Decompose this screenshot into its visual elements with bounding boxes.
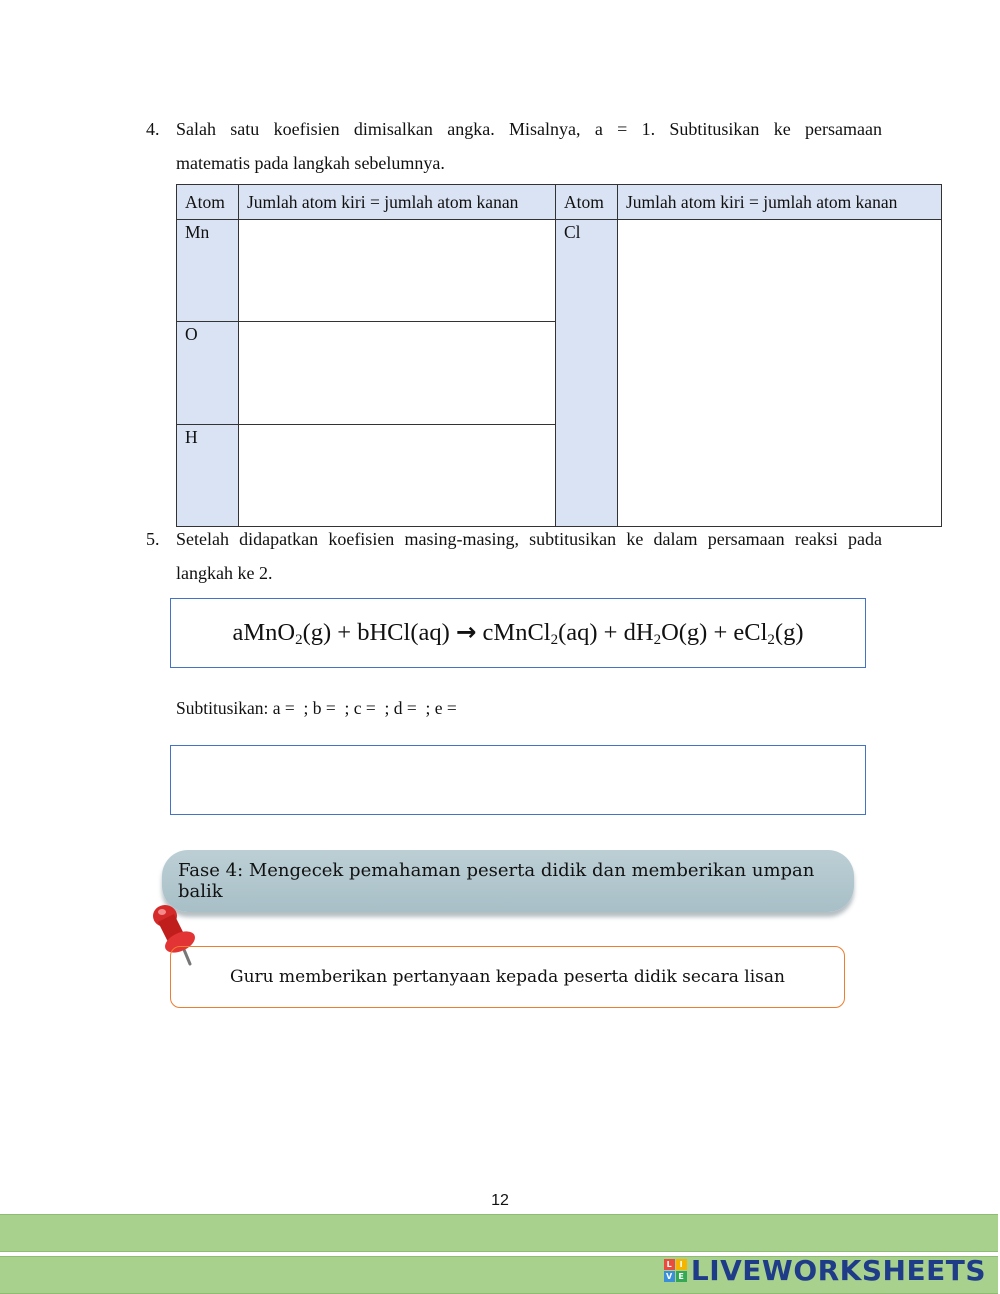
- header-balance-left: Jumlah atom kiri = jumlah atom kanan: [239, 185, 556, 220]
- cl-balance-cell[interactable]: [618, 220, 942, 527]
- step-5-number: 5.: [146, 529, 160, 549]
- atom-cl-cell: Cl: [556, 220, 618, 527]
- reaction-equation: aMnO$_2$(g) + bHCl(aq) → cMnCl$_2$(aq) + $dH_2O(g) + eCl_2(g)$: [232, 617, 804, 648]
- atom-balance-table: [176, 184, 942, 527]
- footer-band-top: [0, 1214, 998, 1252]
- header-atom-left: Atom: [177, 185, 239, 220]
- mn-balance-cell[interactable]: [239, 220, 556, 322]
- step-4-line-2: matematis pada langkah sebelumnya.: [176, 153, 445, 173]
- liveworksheets-brand: [664, 1254, 986, 1287]
- step-5-line-1: Setelah didapatkan koefisien masing-masing, subtitusikan ke dalam persamaan reaksi pada: [176, 529, 882, 549]
- teacher-note-box: Guru memberikan pertanyaan kepada peserta didik secara lisan: [170, 946, 845, 1008]
- liveworksheets-logo-icon: L I V E: [664, 1259, 687, 1282]
- atom-mn-cell: Mn: [177, 220, 239, 322]
- header-atom-right: Atom: [556, 185, 618, 220]
- step-4-number: 4.: [146, 119, 160, 139]
- table-row: [177, 220, 942, 322]
- answer-box[interactable]: [170, 745, 866, 815]
- reaction-equation-box: [170, 598, 866, 668]
- atom-o-cell: O: [177, 322, 239, 424]
- arrow-right-icon: →: [455, 617, 477, 646]
- header-balance-right: Jumlah atom kiri = jumlah atom kanan: [618, 185, 942, 220]
- table-header-row: [177, 185, 942, 220]
- step-5-line-2: langkah ke 2.: [176, 563, 273, 583]
- brand-text: LIVEWORKSHEETS: [690, 1254, 986, 1287]
- phase-4-banner: Fase 4: Mengecek pemahaman peserta didik dan memberikan umpan balik: [162, 850, 854, 912]
- o-balance-cell[interactable]: [239, 322, 556, 424]
- atom-h-cell: H: [177, 424, 239, 526]
- step-4-line-1: Salah satu koefisien dimisalkan angka. Misalnya, a = 1. Subtitusikan ke persamaan: [176, 119, 882, 139]
- substitution-label: Subtitusikan: a = ; b = ; c = ; d = ; e =: [176, 698, 457, 718]
- h-balance-cell[interactable]: [239, 424, 556, 526]
- page-number: 12: [491, 1192, 509, 1209]
